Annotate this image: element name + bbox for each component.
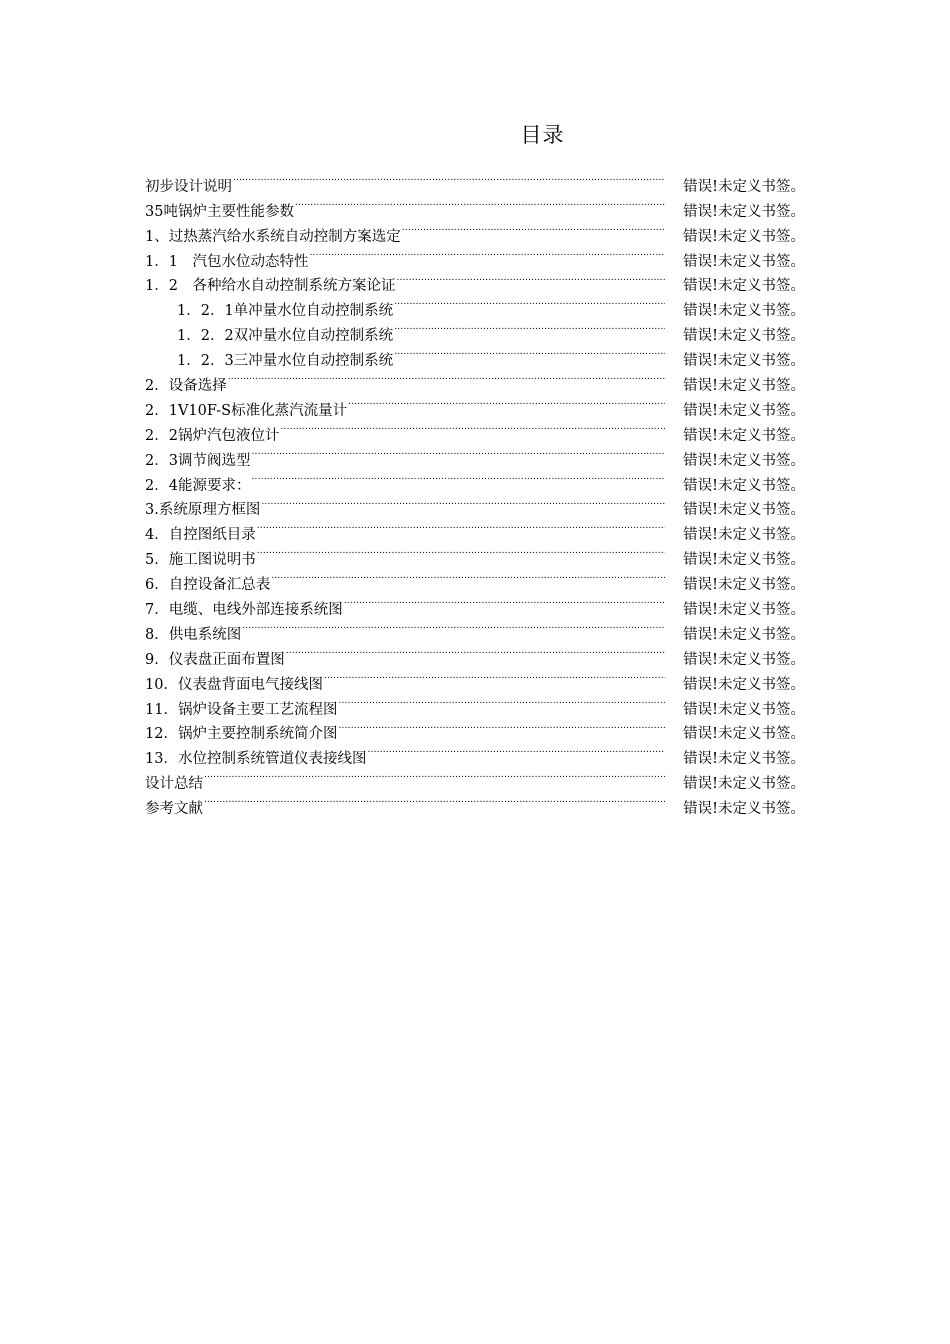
toc-entry-page-ref: 错误!未定义书签。 xyxy=(683,203,805,220)
toc-entry-page-ref: 错误!未定义书签。 xyxy=(683,676,805,693)
toc-entry-text[interactable]: 35吨锅炉主要性能参数 xyxy=(145,203,294,220)
toc-entry-page-ref: 错误!未定义书签。 xyxy=(683,477,805,494)
toc-dot-leader xyxy=(279,415,665,440)
toc-entry-text[interactable]: 13．水位控制系统管道仪表接线图 xyxy=(145,751,367,768)
toc-entry-text[interactable]: 设计总结 xyxy=(145,776,203,793)
toc-title: 目录 xyxy=(520,123,565,147)
toc-dot-leader xyxy=(256,539,665,564)
toc-dot-leader xyxy=(232,166,665,191)
toc-entry-text[interactable]: 参考文献 xyxy=(145,801,203,818)
toc-entry-page-ref: 错误!未定义书签。 xyxy=(683,552,805,569)
toc-list xyxy=(145,166,805,818)
toc-entry-text[interactable]: 10．仪表盘背面电气接线图 xyxy=(145,676,323,693)
toc-entry-page-ref: 错误!未定义书签。 xyxy=(683,278,805,295)
toc-entry-text[interactable]: 3.系统原理方框图 xyxy=(145,502,261,519)
toc-dot-leader xyxy=(395,266,665,291)
toc-entry-page-ref: 错误!未定义书签。 xyxy=(683,751,805,768)
toc-entry-text[interactable]: 6．自控设备汇总表 xyxy=(145,577,271,594)
toc-entry-text[interactable]: 4．自控图纸目录 xyxy=(145,527,256,544)
toc-entry-page-ref: 错误!未定义书签。 xyxy=(683,651,805,668)
toc-dot-leader xyxy=(260,490,665,515)
toc-entry[interactable] xyxy=(145,166,805,195)
toc-entry-page-ref: 错误!未定义书签。 xyxy=(683,801,805,818)
toc-entry-page-ref: 错误!未定义书签。 xyxy=(683,502,805,519)
toc-entry-page-ref: 错误!未定义书签。 xyxy=(683,402,805,419)
toc-entry-text[interactable]: 12．锅炉主要控制系统简介图 xyxy=(145,726,338,743)
toc-dot-leader xyxy=(294,191,665,216)
toc-dot-leader xyxy=(393,290,665,315)
toc-entry-text[interactable]: 1．2．3三冲量水位自动控制系统 xyxy=(177,353,394,370)
toc-entry-page-ref: 错误!未定义书签。 xyxy=(683,626,805,643)
toc-entry-page-ref: 错误!未定义书签。 xyxy=(683,726,805,743)
toc-entry-text[interactable]: 11．锅炉设备主要工艺流程图 xyxy=(145,701,338,718)
toc-dot-leader xyxy=(393,315,665,340)
toc-entry-text[interactable]: 7．电缆、电线外部连接系统图 xyxy=(145,602,343,619)
toc-dot-leader xyxy=(347,390,665,415)
toc-dot-leader xyxy=(250,440,665,465)
toc-dot-leader xyxy=(337,689,665,714)
toc-entry-page-ref: 错误!未定义书签。 xyxy=(683,328,805,345)
toc-entry-text[interactable]: 2．4能源要求： xyxy=(145,477,251,494)
toc-dot-leader xyxy=(366,738,665,763)
toc-dot-leader xyxy=(393,340,665,365)
toc-entry-page-ref: 错误!未定义书签。 xyxy=(683,178,805,195)
toc-entry-page-ref: 错误!未定义书签。 xyxy=(683,427,805,444)
toc-entry-text[interactable]: 2．1V10F-S标准化蒸汽流量计 xyxy=(145,402,348,419)
toc-entry-text[interactable]: 1、过热蒸汽给水系统自动控制方案选定 xyxy=(145,228,401,245)
toc-entry-text[interactable]: 2．2锅炉汽包液位计 xyxy=(145,427,280,444)
toc-dot-leader xyxy=(250,465,665,490)
toc-entry-page-ref: 错误!未定义书签。 xyxy=(683,378,805,395)
toc-entry-text[interactable]: 1．2．2双冲量水位自动控制系统 xyxy=(177,328,394,345)
toc-dot-leader xyxy=(227,365,665,390)
toc-entry-page-ref: 错误!未定义书签。 xyxy=(683,228,805,245)
toc-dot-leader xyxy=(285,639,665,664)
toc-entry-text[interactable]: 8．供电系统图 xyxy=(145,626,242,643)
toc-entry-page-ref: 错误!未定义书签。 xyxy=(683,353,805,370)
toc-entry-text[interactable]: 5．施工图说明书 xyxy=(145,552,256,569)
toc-entry-text[interactable]: 1．1 汽包水位动态特性 xyxy=(145,253,309,270)
toc-dot-leader xyxy=(323,664,665,689)
toc-entry-page-ref: 错误!未定义书签。 xyxy=(683,602,805,619)
toc-dot-leader xyxy=(308,241,665,266)
toc-entry-text[interactable]: 1．2．1单冲量水位自动控制系统 xyxy=(177,303,394,320)
toc-dot-leader xyxy=(256,514,665,539)
toc-dot-leader xyxy=(343,589,665,614)
toc-entry-page-ref: 错误!未定义书签。 xyxy=(683,577,805,594)
toc-entry-page-ref: 错误!未定义书签。 xyxy=(683,701,805,718)
toc-entry-text[interactable]: 1．2 各种给水自动控制系统方案论证 xyxy=(145,278,396,295)
toc-entry-page-ref: 错误!未定义书签。 xyxy=(683,303,805,320)
toc-dot-leader xyxy=(203,763,665,788)
toc-entry-text[interactable]: 2．3调节阀选型 xyxy=(145,452,251,469)
toc-dot-leader xyxy=(401,216,665,241)
toc-entry-page-ref: 错误!未定义书签。 xyxy=(683,452,805,469)
toc-dot-leader xyxy=(241,614,665,639)
toc-entry-text[interactable]: 初步设计说明 xyxy=(145,178,232,195)
toc-entry-page-ref: 错误!未定义书签。 xyxy=(683,253,805,270)
toc-entry-text[interactable]: 2．设备选择 xyxy=(145,378,227,395)
toc-entry-text[interactable]: 9．仪表盘正面布置图 xyxy=(145,651,285,668)
toc-dot-leader xyxy=(337,714,665,739)
toc-dot-leader xyxy=(203,788,665,813)
toc-dot-leader xyxy=(270,564,665,589)
toc-entry-page-ref: 错误!未定义书签。 xyxy=(683,527,805,544)
toc-entry-page-ref: 错误!未定义书签。 xyxy=(683,776,805,793)
